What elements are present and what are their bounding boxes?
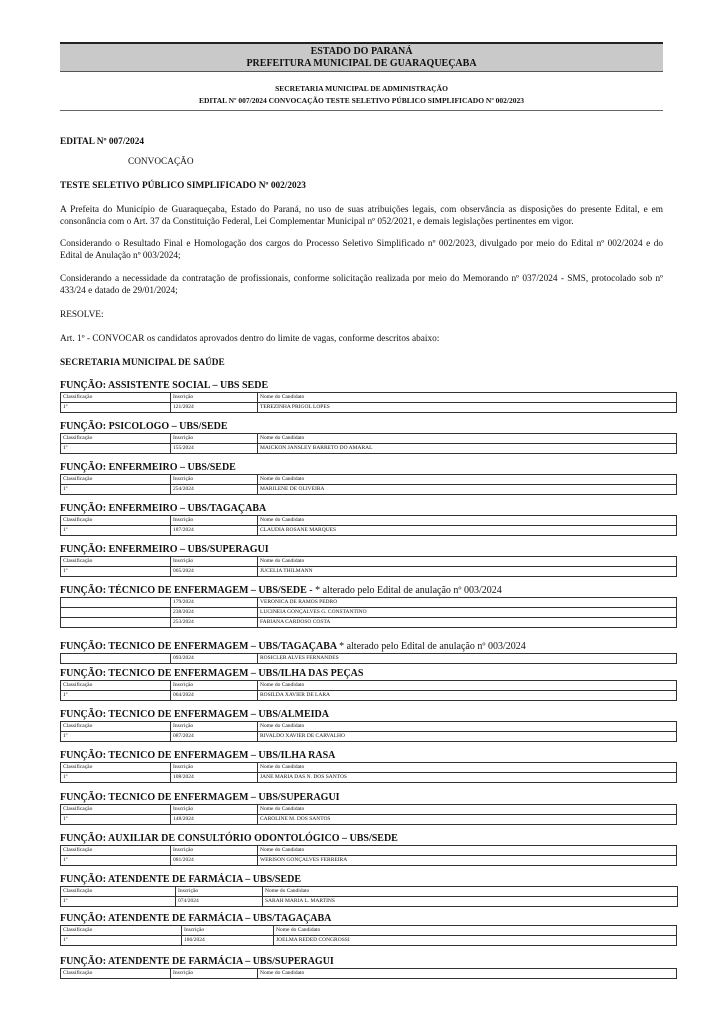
candidate-table — [60, 433, 677, 454]
paragraph-2: Considerando o Resultado Final e Homologação dos cargos do Processo Seletivo Simplificado nº 002/2023, divulgado por meio do Edital nº 002/2024 e do Edital de Anulação nº 003/2024; — [60, 239, 663, 261]
rank-cell — [61, 618, 171, 628]
inscricao-cell: 093/2024 — [171, 654, 258, 664]
column-header: Inscrição — [176, 887, 263, 897]
candidate-name-cell: WERISON GONÇALVES FERREIRA — [258, 856, 677, 866]
inscricao-cell: 187/2024 — [171, 526, 258, 536]
column-header: Nome do Candidato — [258, 805, 677, 815]
function-title-text: FUNÇÃO: AUXILIAR DE CONSULTÓRIO ODONTOLÓGICO – UBS/SEDE — [60, 833, 398, 844]
candidate-name-cell: ROSILDA XAVIER DE LARA — [258, 691, 677, 701]
candidate-table — [60, 762, 677, 783]
function-note: * alterado pelo Edital de anulação nº 003/2024 — [315, 585, 502, 596]
column-header: Inscrição — [171, 557, 258, 567]
rank-cell: 1º — [61, 485, 171, 495]
edital-subtitle: EDITAL Nº 007/2024 CONVOCAÇÃO TESTE SELETIVO PÚBLICO SIMPLIFICADO Nº 002/2023 — [198, 96, 525, 105]
column-header: Classificação — [61, 846, 171, 856]
prefeitura-title: PREFEITURA MUNICIPAL DE GUARAQUEÇABA — [246, 58, 477, 69]
candidate-table — [60, 968, 677, 979]
edital-number: EDITAL Nº 007/2024 — [60, 137, 144, 147]
column-header: Classificação — [61, 887, 176, 897]
column-header: Inscrição — [171, 805, 258, 815]
inscricao-cell: 179/2024 — [171, 598, 258, 608]
candidate-name-cell: TEREZINHA PRIGOL LOPES — [258, 403, 677, 413]
rank-cell — [61, 654, 171, 664]
rank-cell: 1º — [61, 403, 171, 413]
rank-cell: 1º — [61, 773, 171, 783]
inscricao-cell: 064/2024 — [171, 691, 258, 701]
function-title — [60, 641, 663, 652]
column-header: Inscrição — [171, 681, 258, 691]
candidate-name-cell: JOELMA REDED CONGROSSI — [274, 936, 677, 946]
inscricao-cell: 155/2024 — [171, 444, 258, 454]
candidate-table — [60, 925, 677, 946]
column-header: Classificação — [61, 475, 171, 485]
rank-cell — [61, 608, 171, 618]
candidate-name-cell: CAROLINE M. DOS SANTOS — [258, 815, 677, 825]
rank-cell: 1º — [61, 856, 171, 866]
table-header-row — [61, 516, 677, 526]
paragraph-1: A Prefeita do Município de Guaraqueçaba, Estado do Paraná, no uso de suas atribuições legais, com observância as disposições do presente Edital, e em consonância com o Art. 37 da Constituição Federal, Lei Complementar Municipal nº 052/2021, e demais legislações pertinentes em vigor. — [60, 205, 663, 227]
candidate-table — [60, 680, 677, 701]
table-header-row — [61, 969, 677, 979]
inscricao-cell: 065/2024 — [171, 567, 258, 577]
function-title — [60, 833, 663, 844]
column-header: Inscrição — [171, 722, 258, 732]
table-header-row — [61, 681, 677, 691]
column-header: Classificação — [61, 926, 182, 936]
function-title-text: FUNÇÃO: ENFERMEIRO – UBS/SUPERAGUI — [60, 544, 269, 555]
table-row — [61, 403, 677, 413]
function-title — [60, 750, 663, 761]
state-title: ESTADO DO PARANÁ — [310, 46, 413, 57]
rank-cell: 1º — [61, 444, 171, 454]
column-header: Classificação — [61, 393, 171, 403]
column-header: Nome do Candidato — [258, 722, 677, 732]
inscricao-cell: 121/2024 — [171, 403, 258, 413]
table-header-row — [61, 846, 677, 856]
table-row — [61, 654, 677, 664]
rank-cell: 1º — [61, 936, 182, 946]
column-header: Classificação — [61, 969, 171, 979]
column-header: Inscrição — [171, 475, 258, 485]
header-divider — [60, 110, 663, 111]
table-header-row — [61, 805, 677, 815]
function-title-text: FUNÇÃO: TÉCNICO DE ENFERMAGEM – UBS/SEDE - — [60, 585, 316, 596]
teste-title: TESTE SELETIVO PÚBLICO SIMPLIFICADO Nº 002/2023 — [60, 181, 306, 191]
candidate-name-cell: LUCINEIA GONÇALVES G. CONSTANTINO — [258, 608, 677, 618]
column-header: Nome do Candidato — [258, 516, 677, 526]
inscricao-cell: 238/2024 — [171, 608, 258, 618]
column-header: Classificação — [61, 722, 171, 732]
function-title-text: FUNÇÃO: TECNICO DE ENFERMAGEM – UBS/ILHA RASA — [60, 750, 336, 761]
column-header: Nome do Candidato — [258, 681, 677, 691]
table-row — [61, 936, 677, 946]
column-header: Nome do Candidato — [274, 926, 677, 936]
column-header: Nome do Candidato — [258, 763, 677, 773]
candidate-name-cell: FABIANA CARDOSO COSTA — [258, 618, 677, 628]
candidate-table — [60, 597, 677, 628]
rank-cell — [61, 598, 171, 608]
function-title-text: FUNÇÃO: PSICOLOGO – UBS/SEDE — [60, 421, 228, 432]
table-row — [61, 897, 678, 907]
candidate-name-cell: CLAUDIA ROSANE MARQUES — [258, 526, 677, 536]
candidate-table — [60, 515, 677, 536]
table-row — [61, 815, 677, 825]
function-title — [60, 462, 663, 473]
candidate-name-cell: JANE MARIA DAS N. DOS SANTOS — [258, 773, 677, 783]
candidate-table — [60, 653, 677, 664]
column-header: Classificação — [61, 763, 171, 773]
table-header-row — [61, 434, 677, 444]
function-title — [60, 874, 663, 885]
candidate-name-cell: JUCELIA THILMANN — [258, 567, 677, 577]
column-header: Nome do Candidato — [258, 393, 677, 403]
table-header-row — [61, 722, 677, 732]
column-header: Inscrição — [171, 393, 258, 403]
inscricao-cell: 074/2024 — [176, 897, 263, 907]
function-title — [60, 421, 663, 432]
function-title-text: FUNÇÃO: ENFERMEIRO – UBS/SEDE — [60, 462, 236, 473]
inscricao-cell: 186/2024 — [182, 936, 274, 946]
function-title — [60, 668, 663, 679]
column-header: Classificação — [61, 557, 171, 567]
inscricao-cell: 253/2024 — [171, 618, 258, 628]
function-title — [60, 913, 663, 924]
rank-cell: 1º — [61, 732, 171, 742]
candidate-name-cell: RIVALDO XAVIER DE CARVALHO — [258, 732, 677, 742]
column-header: Classificação — [61, 805, 171, 815]
convocacao-label: CONVOCAÇÃO — [128, 157, 194, 167]
column-header: Classificação — [61, 516, 171, 526]
function-note: * alterado pelo Edital de anulação nº 003/2024 — [339, 641, 526, 652]
candidate-table — [60, 886, 678, 907]
candidate-name-cell: MAICKON JANSLEY BARRETO DO AMARAL — [258, 444, 677, 454]
table-header-row — [61, 926, 677, 936]
table-row — [61, 598, 677, 608]
function-title — [60, 585, 663, 596]
column-header: Nome do Candidato — [258, 475, 677, 485]
inscricao-cell: 081/2024 — [171, 856, 258, 866]
table-row — [61, 608, 677, 618]
column-header: Inscrição — [171, 516, 258, 526]
rank-cell: 1º — [61, 691, 171, 701]
column-header: Classificação — [61, 434, 171, 444]
table-header-row — [61, 557, 677, 567]
function-title — [60, 792, 663, 803]
column-header: Nome do Candidato — [258, 969, 677, 979]
table-row — [61, 773, 677, 783]
candidate-table — [60, 804, 677, 825]
secretaria-admin: SECRETARIA MUNICIPAL DE ADMINISTRAÇÃO — [275, 84, 448, 93]
column-header: Classificação — [61, 681, 171, 691]
table-header-row — [61, 887, 678, 897]
table-row — [61, 691, 677, 701]
secretaria-saude: SECRETARIA MUNICIPAL DE SAÚDE — [60, 358, 225, 368]
table-row — [61, 618, 677, 628]
column-header: Inscrição — [171, 846, 258, 856]
inscricao-cell: 148/2024 — [171, 815, 258, 825]
column-header: Inscrição — [171, 969, 258, 979]
table-row — [61, 732, 677, 742]
function-title-text: FUNÇÃO: TECNICO DE ENFERMAGEM – UBS/SUPERAGUI — [60, 792, 340, 803]
paragraph-3: Considerando a necessidade da contratação de profissionais, conforme solicitação realizada por meio do Memorando nº 037/2024 - SMS, protocolado sob nº 433/24 e datado de 29/01/2024; — [60, 274, 663, 296]
function-title — [60, 956, 663, 967]
function-title — [60, 503, 663, 514]
table-row — [61, 444, 677, 454]
column-header: Nome do Candidato — [258, 846, 677, 856]
column-header: Nome do Candidato — [263, 887, 678, 897]
candidate-name-cell: VERONICA DE RAMOS PEDRO — [258, 598, 677, 608]
column-header: Inscrição — [182, 926, 274, 936]
resolve-label: RESOLVE: — [60, 310, 104, 320]
inscricao-cell: 087/2024 — [171, 732, 258, 742]
candidate-table — [60, 845, 677, 866]
table-header-row — [61, 393, 677, 403]
rank-cell: 1º — [61, 897, 176, 907]
table-header-row — [61, 763, 677, 773]
rank-cell: 1º — [61, 526, 171, 536]
table-header-row — [61, 475, 677, 485]
header-box — [60, 42, 663, 72]
inscricao-cell: 254/2024 — [171, 485, 258, 495]
column-header: Nome do Candidato — [258, 434, 677, 444]
rank-cell: 1º — [61, 815, 171, 825]
candidate-name-cell: MARILENE DE OLIVEIRA — [258, 485, 677, 495]
function-title-text: FUNÇÃO: ENFERMEIRO – UBS/TAGAÇABA — [60, 503, 267, 514]
function-title — [60, 544, 663, 555]
function-title-text: FUNÇÃO: TECNICO DE ENFERMAGEM – UBS/TAGAÇABA — [60, 641, 340, 652]
candidate-name-cell: SARAH MARIA L. MARTINS — [263, 897, 678, 907]
candidate-table — [60, 556, 677, 577]
article-1: Art. 1º - CONVOCAR os candidatos aprovados dentro do limite de vagas, conforme descritos abaixo: — [60, 334, 440, 344]
table-row — [61, 567, 677, 577]
column-header: Nome do Candidato — [258, 557, 677, 567]
function-title-text: FUNÇÃO: TECNICO DE ENFERMAGEM – UBS/ALMEIDA — [60, 709, 329, 720]
function-title-text: FUNÇÃO: ATENDENTE DE FARMÁCIA – UBS/TAGAÇABA — [60, 913, 332, 924]
table-row — [61, 526, 677, 536]
candidate-table — [60, 721, 677, 742]
table-row — [61, 485, 677, 495]
function-title-text: FUNÇÃO: TECNICO DE ENFERMAGEM – UBS/ILHA DAS PEÇAS — [60, 668, 364, 679]
column-header: Inscrição — [171, 434, 258, 444]
function-title-text: FUNÇÃO: ASSISTENTE SOCIAL – UBS SEDE — [60, 380, 269, 391]
column-header: Inscrição — [171, 763, 258, 773]
candidate-name-cell: ROSICLER ALVES FERNANDES — [258, 654, 677, 664]
function-title-text: FUNÇÃO: ATENDENTE DE FARMÁCIA – UBS/SUPERAGUI — [60, 956, 334, 967]
function-title — [60, 380, 663, 391]
rank-cell: 1º — [61, 567, 171, 577]
function-title — [60, 709, 663, 720]
function-title-text: FUNÇÃO: ATENDENTE DE FARMÁCIA – UBS/SEDE — [60, 874, 302, 885]
table-row — [61, 856, 677, 866]
candidate-table — [60, 474, 677, 495]
inscricao-cell: 108/2024 — [171, 773, 258, 783]
candidate-table — [60, 392, 677, 413]
